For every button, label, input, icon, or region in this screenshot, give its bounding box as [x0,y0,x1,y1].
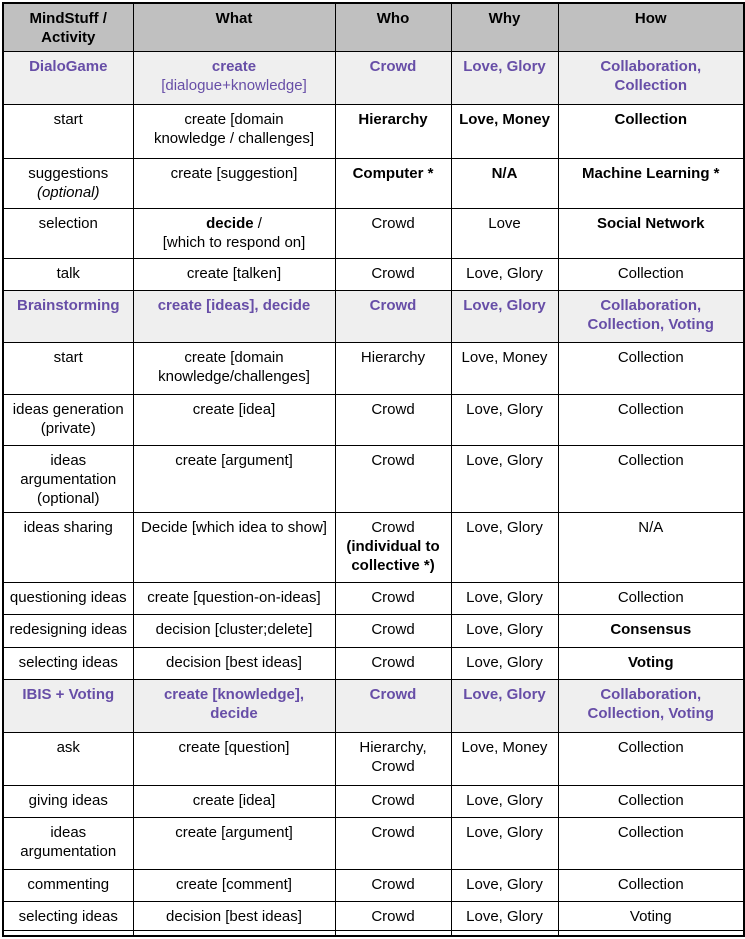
text-segment: create [argument] [175,823,293,841]
text-segment: (optional) [36,183,100,201]
text-segment: selection [38,214,98,232]
text-segment: Love, Glory [466,620,543,638]
text-segment: create [knowledge], [163,685,305,703]
text-segment: create [domain [184,348,284,366]
text-segment: ideas [50,451,87,469]
text-segment: Collection [617,588,684,606]
text-segment: Collection [614,110,687,128]
cell-activity [3,51,133,104]
table-row [3,732,744,785]
cell-what [133,930,335,936]
cell-activity [3,208,133,258]
text-segment: Collection [617,264,684,282]
cell-what [133,582,335,614]
cell-why [451,258,558,290]
text-segment: Love, Glory [466,791,543,809]
text-segment: argumentation [20,470,117,488]
cell-why [451,104,558,158]
mindstuff-activity-page [0,2,745,937]
cell-why [451,445,558,512]
cell-how [558,901,744,930]
text-segment: Crowd [369,685,417,703]
cell-who [335,817,451,869]
cell-how [558,647,744,679]
cell-activity [3,258,133,290]
text-segment: Collection [617,791,684,809]
table-row [3,582,744,614]
text-segment: Collection [617,348,684,366]
text-segment: Love, Glory [466,451,543,469]
text-segment: redesigning ideas [9,620,128,638]
cell-why [451,817,558,869]
text-segment: Crowd [371,451,415,469]
cell-who [335,290,451,342]
cell-how [558,582,744,614]
table-body [3,51,744,936]
cell-what [133,869,335,901]
cell-activity [3,342,133,394]
text-segment: Crowd [371,400,415,418]
cell-why [451,512,558,582]
text-segment: Love, Glory [466,588,543,606]
text-segment: Collection [617,738,684,756]
text-segment: Love, Glory [466,264,543,282]
table-row [3,208,744,258]
cell-what [133,290,335,342]
table-row [3,901,744,930]
text-segment: start [53,110,83,128]
text-segment: argumentation [20,842,117,860]
text-segment: Who [376,10,410,27]
cell-what [133,342,335,394]
table-row [3,258,744,290]
cell-how [558,930,744,936]
cell-activity [3,647,133,679]
text-segment: ideas [50,823,87,841]
text-segment: N/A [491,164,518,182]
cell-what [133,785,335,817]
text-segment: decide [210,704,258,722]
cell-activity [3,817,133,869]
cell-how [558,208,744,258]
text-segment: (private) [40,419,96,437]
cell-activity [3,679,133,732]
text-segment: decision [best ideas] [166,907,302,925]
cell-who [335,679,451,732]
cell-activity [3,732,133,785]
text-segment: Love, Money [461,348,548,366]
text-segment: Collection [617,451,684,469]
cell-what [133,208,335,258]
cell-activity [3,290,133,342]
text-segment: / [253,214,262,232]
text-segment: N/A [638,518,664,536]
text-segment: Love, Glory [466,518,543,536]
table-row [3,342,744,394]
table-row [3,445,744,512]
text-segment: Love, Money [461,738,548,756]
cell-how [558,104,744,158]
table-row [3,869,744,901]
cell-who [335,51,451,104]
text-segment: [dialogue+knowledge] [161,76,307,94]
text-segment: Consensus [610,620,692,638]
cell-who [335,445,451,512]
cell-who [335,158,451,208]
section-row [3,290,744,342]
cell-who [335,394,451,445]
table-header [3,3,744,51]
cell-who [335,732,451,785]
cell-who [335,512,451,582]
cell-why [451,394,558,445]
cell-what [133,732,335,785]
text-segment: collective *) [351,556,435,574]
text-segment: [which to respond on] [162,233,306,251]
cell-activity [3,785,133,817]
text-segment: decision [cluster;delete] [155,620,313,638]
cell-why [451,342,558,394]
text-segment: Voting [627,653,674,671]
cell-why [451,582,558,614]
text-segment: ideas generation [12,400,124,418]
cell-who [335,582,451,614]
cell-what [133,445,335,512]
text-segment: Crowd [371,791,415,809]
text-segment: knowledge/challenges] [158,367,310,385]
text-segment: Hierarchy, [359,738,427,756]
text-segment: (individual to [346,537,440,555]
text-segment: create [idea] [192,791,276,809]
cell-what [133,158,335,208]
cell-what [133,647,335,679]
text-segment: DialoGame [29,57,108,75]
cell-how [558,732,744,785]
text-segment: create [argument] [175,451,293,469]
text-segment: Crowd [371,823,415,841]
table-row [3,158,744,208]
table-row [3,394,744,445]
text-segment: How [634,10,667,27]
cell-who [335,869,451,901]
text-segment: IBIS + Voting [22,685,115,703]
text-segment: Social Network [596,214,705,232]
table-row [3,785,744,817]
cell-how [558,785,744,817]
text-segment: Collection [617,400,684,418]
cell-how [558,394,744,445]
text-segment: Collection [617,875,684,893]
text-segment: create [211,57,257,75]
text-segment: Love, Glory [466,653,543,671]
section-row [3,51,744,104]
text-segment: Collection [614,76,687,94]
text-segment: ideas sharing [23,518,113,536]
cell-why [451,290,558,342]
column-header-what [133,3,335,51]
table-row [3,930,744,936]
cell-how [558,158,744,208]
cell-how [558,342,744,394]
cell-why [451,785,558,817]
cell-how [558,679,744,732]
cell-what [133,817,335,869]
text-segment: Collaboration, [600,57,702,75]
text-segment: ask [56,738,80,756]
cell-what [133,614,335,647]
table-row [3,104,744,158]
text-segment: Collection [617,823,684,841]
text-segment: Love, Glory [463,296,546,314]
cell-how [558,817,744,869]
text-segment: start [53,348,83,366]
text-segment: Collection, Voting [587,315,714,333]
text-segment: knowledge / challenges] [153,129,315,147]
section-row [3,679,744,732]
cell-why [451,51,558,104]
text-segment: selecting ideas [18,653,118,671]
cell-why [451,208,558,258]
cell-how [558,258,744,290]
cell-how [558,869,744,901]
cell-activity [3,582,133,614]
text-segment: Love, Glory [466,907,543,925]
text-segment: questioning ideas [9,588,127,606]
table-row [3,647,744,679]
text-segment: Love, Glory [466,875,543,893]
cell-how [558,445,744,512]
text-segment: giving ideas [28,791,108,809]
text-segment: Crowd [371,588,415,606]
text-segment: create [ideas], decide [157,296,311,314]
text-segment: Crowd [371,620,415,638]
text-segment: Crowd [369,296,417,314]
text-segment: Crowd [371,264,415,282]
text-segment: Crowd [371,907,415,925]
cell-why [451,679,558,732]
text-segment: decision [best ideas] [166,653,302,671]
cell-why [451,930,558,936]
cell-activity [3,614,133,647]
text-segment: selecting ideas [18,907,118,925]
cell-why [451,732,558,785]
cell-how [558,614,744,647]
text-segment: commenting [27,875,110,893]
cell-activity [3,104,133,158]
cell-who [335,614,451,647]
cell-activity [3,901,133,930]
text-segment: create [domain [184,110,284,128]
cell-activity [3,869,133,901]
cell-why [451,614,558,647]
cell-who [335,930,451,936]
column-header-activity [3,3,133,51]
cell-how [558,512,744,582]
cell-how [558,290,744,342]
text-segment: create [comment] [176,875,292,893]
cell-why [451,158,558,208]
text-segment: What [215,10,253,27]
cell-activity [3,158,133,208]
cell-what [133,258,335,290]
cell-activity [3,930,133,936]
text-segment: Machine Learning * [581,164,720,182]
cell-who [335,901,451,930]
text-segment: create [suggestion] [170,164,298,182]
cell-what [133,679,335,732]
text-segment: Crowd [371,653,415,671]
text-segment: Collaboration, [600,296,702,314]
text-segment: Collection, Voting [587,704,714,722]
text-segment: Voting [629,907,672,925]
cell-why [451,901,558,930]
text-segment: Love, Glory [466,400,543,418]
text-segment: Love, Glory [463,57,546,75]
cell-who [335,785,451,817]
table-row [3,614,744,647]
text-segment: Crowd [371,875,415,893]
text-segment: Love [488,214,521,232]
cell-what [133,901,335,930]
text-segment: Crowd [371,214,415,232]
cell-what [133,394,335,445]
grid-table [2,2,745,937]
text-segment: Why [488,10,521,27]
cell-who [335,258,451,290]
text-segment: create [question] [178,738,290,756]
cell-what [133,104,335,158]
text-segment: Brainstorming [16,296,120,314]
cell-why [451,869,558,901]
text-segment: Collaboration, [600,685,702,703]
text-segment: Hierarchy [360,348,426,366]
cell-activity [3,394,133,445]
text-segment: Computer * [352,164,434,182]
text-segment: Love, Money [459,110,550,128]
cell-who [335,647,451,679]
cell-who [335,104,451,158]
text-segment: Crowd [371,518,415,536]
text-segment: Decide [which idea to show] [141,518,327,536]
text-segment: create [talken] [186,264,282,282]
cell-what [133,51,335,104]
column-header-why [451,3,558,51]
text-segment: Activity [41,29,96,47]
text-segment: create [idea] [192,400,276,418]
header-row [3,3,744,51]
text-segment: Crowd [371,757,415,775]
cell-why [451,647,558,679]
text-segment: (optional) [36,489,100,507]
table-row [3,817,744,869]
table-row [3,512,744,582]
text-segment: Crowd [369,57,417,75]
text-segment: Love, Glory [463,685,546,703]
text-segment: Hierarchy [358,110,428,128]
text-segment: Love, Glory [466,823,543,841]
text-segment: create [question-on-ideas] [147,588,321,606]
column-header-who [335,3,451,51]
cell-who [335,342,451,394]
text-segment: MindStuff / [29,10,107,27]
cell-how [558,51,744,104]
cell-what [133,512,335,582]
cell-activity [3,512,133,582]
cell-activity [3,445,133,512]
text-segment: talk [56,264,80,282]
text-segment: suggestions [28,164,109,182]
column-header-how [558,3,744,51]
text-segment: decide [206,214,254,232]
cell-who [335,208,451,258]
